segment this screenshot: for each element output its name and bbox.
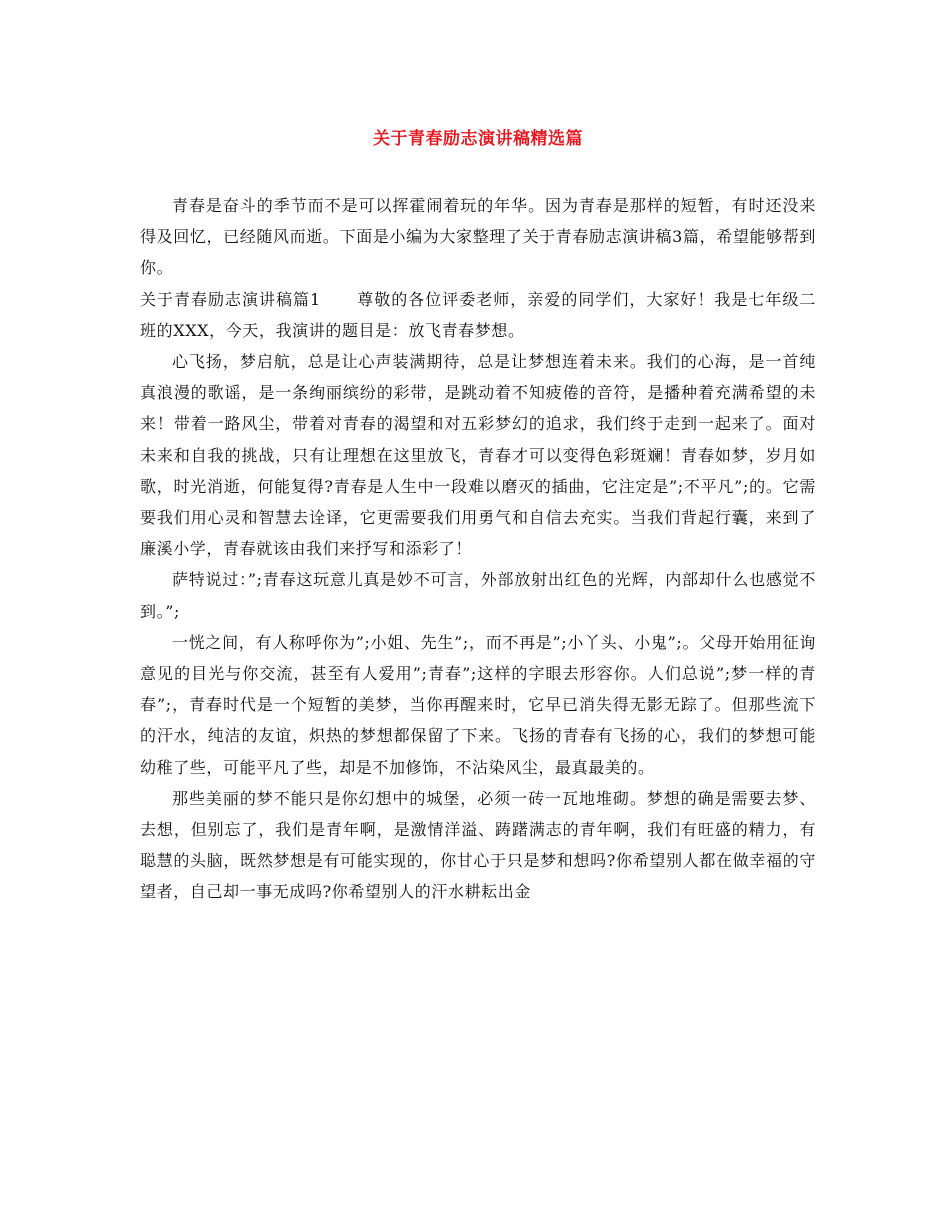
document-body [140, 190, 816, 908]
body-paragraph-3: 一恍之间，有人称呼你为”;小姐、先生”;，而不再是”;小丫头、小鬼”;。父母开始用征询意见的目光与你交流，甚至有人爱用”;青春”;这样的字眼去形容你。人们总说”;梦一样的青春”;，青春时代是一个短暂的美梦，当你再醒来时，它早已消失得无影无踪了。但那些流下的汗水，纯洁的友谊，炽热的梦想都保留了下来。飞扬的青春有飞扬的心，我们的梦想可能幼稚了些，可能平凡了些，却是不加修饰，不沾染风尘，最真最美的。 [140, 632, 816, 777]
body-paragraph-1: 心飞扬，梦启航，总是让心声装满期待，总是让梦想连着未来。我们的心海，是一首纯真浪漫的歌谣，是一条绚丽缤纷的彩带，是跳动着不知疲倦的音符，是播种着充满希望的未来！带着一路风尘，带着对青春的渴望和对五彩梦幻的追求，我们终于走到一起来了。面对未来和自我的挑战，只有让理想在这里放飞，青春才可以变得色彩斑斓！青春如梦，岁月如歌，时光消逝，何能复得?青春是人生中一段难以磨灭的插曲，它注定是”;不平凡”;的。它需要我们用心灵和智慧去诠译，它更需要我们用勇气和自信去充实。当我们背起行囊，来到了廉溪小学，青春就该由我们来抒写和添彩了！ [140, 352, 816, 559]
speech-1-heading: 关于青春励志演讲稿篇1 [140, 289, 321, 309]
document-title: 关于青春励志演讲稿精选篇 [373, 129, 583, 149]
intro-paragraph: 青春是奋斗的季节而不是可以挥霍闹着玩的年华。因为青春是那样的短暂，有时还没来得及回忆，已经随风而逝。下面是小编为大家整理了关于青春励志演讲稿3篇，希望能够帮到你。 [140, 196, 816, 278]
speech-1-opening: 尊敬的各位评委老师，亲爱的同学们，大家好！我是七年级二班的XXX，今天，我演讲的题目是：放飞青春梦想。 [140, 289, 817, 340]
body-paragraph-4: 那些美丽的梦不能只是你幻想中的城堡，必须一砖一瓦地堆砌。梦想的确是需要去梦、去想，但别忘了，我们是青年啊，是激情洋溢、踌躇满志的青年啊，我们有旺盛的精力，有聪慧的头脑，既然梦想是有可能实现的，你甘心于只是梦和想吗?你希望别人都在做幸福的守望者，自己却一事无成吗?你希望别人的汗水耕耘出金 [140, 788, 816, 902]
body-paragraph-2: 萨特说过：”;青春这玩意儿真是妙不可言，外部放射出红色的光辉，内部却什么也感觉不到。”; [140, 570, 816, 621]
speech-1-paragraph [140, 284, 816, 346]
